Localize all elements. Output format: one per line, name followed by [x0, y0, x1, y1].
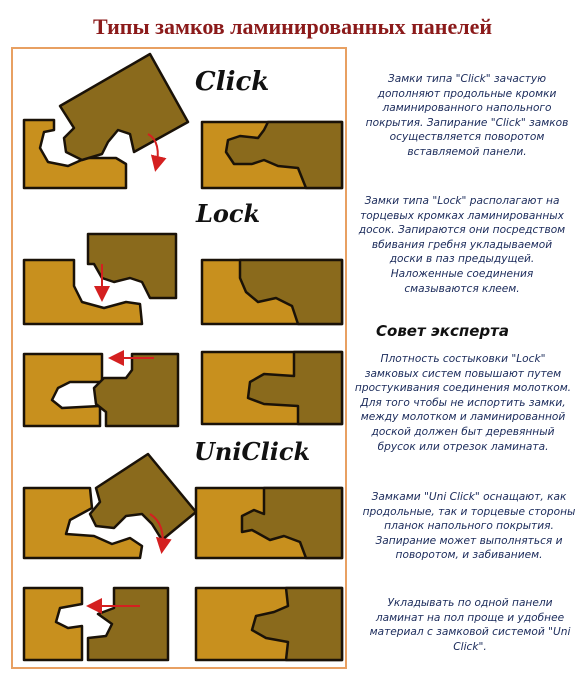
click-open-diagram	[24, 54, 188, 188]
page-title: Типы замков ламинированных панелей	[92, 14, 493, 39]
uniclick-label: UniClick	[194, 437, 311, 466]
click-tilted-panel	[60, 54, 188, 160]
conclusion-note: Укладывать по одной панели ламинат на пол проще и удобнее материал с замковой системой "Uni Click".	[369, 597, 571, 653]
uniclick-push-diagram	[24, 588, 168, 660]
uniclick-tilt-diagram	[24, 454, 196, 558]
click-closed-diagram	[202, 122, 342, 188]
lock-drop-closed	[202, 260, 342, 324]
lock-push-closed	[202, 352, 342, 424]
lock-label: Lock	[196, 199, 261, 228]
uniclick-tilt-closed	[196, 488, 342, 558]
advice-note: Плотность состыковки "Lock" замковых систем повышают путем простукивания соединения молотком. Для того чтобы не испортить замки, между молотком и ламинированной доской должен быт деревянный брусок или отрезок ламината.	[354, 353, 572, 453]
click-note: Замки типа "Click" зачастую дополняют продольные кромки ламинированного напольного покрытия. Запирание "Click" замков осуществляется поворотом вставляемой панели.	[365, 73, 569, 158]
lock-push-diagram	[24, 354, 178, 426]
uniclick-push-closed	[196, 588, 342, 660]
uniclick-note: Замками "Uni Click" оснащают, как продольные, так и торцевые стороны планок напольного покрытия. Запирание может выполняться и поворотом, и забиванием.	[362, 491, 576, 562]
click-label: Click	[195, 67, 270, 97]
lock-note: Замки типа "Lock" располагают на торцевых кромках ламинированных досок. Запираются они посредством вбивания гребня укладываемой доски в паз предыдущей. Наложенные соединения смазываются клеем.	[358, 195, 566, 295]
lock-diagrams	[13, 49, 345, 667]
diagram-frame	[11, 47, 347, 669]
advice-heading: Совет эксперта	[376, 322, 509, 340]
lock-drop-diagram	[24, 234, 176, 324]
